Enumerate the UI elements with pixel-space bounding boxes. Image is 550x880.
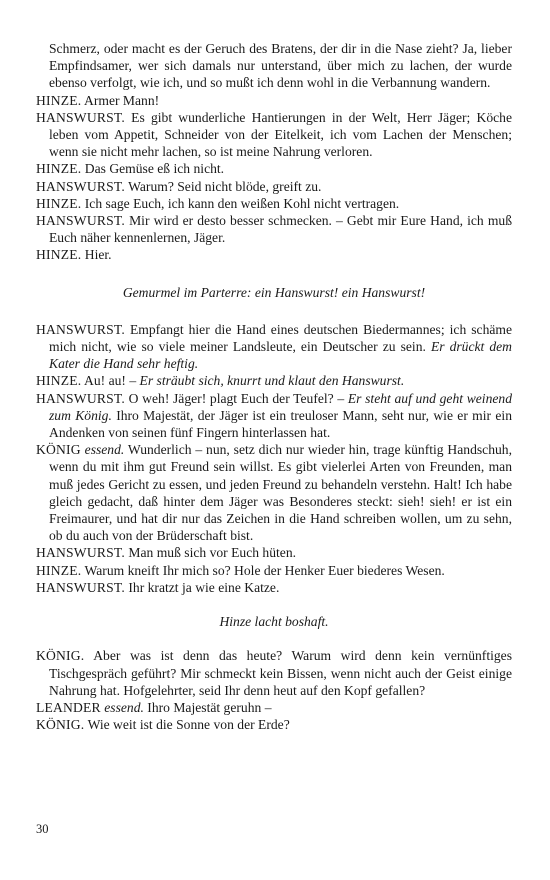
speech-text: Man muß sich vor Euch hüten. <box>128 545 297 561</box>
speaker-name: HANSWURST. <box>36 109 125 125</box>
speech-hanswurst-1 <box>36 109 512 161</box>
speaker-name: HINZE. <box>36 562 82 578</box>
stage-direction: Er drückt dem Kater die Hand sehr heftig. <box>49 339 512 372</box>
speech-text: Ihr kratzt ja wie eine Katze. <box>128 579 280 595</box>
speech-hinze-4 <box>36 246 512 263</box>
spacer <box>36 630 512 647</box>
speech-text: Hier. <box>84 247 112 263</box>
speaker-name: KÖNIG. <box>36 717 85 733</box>
speech-text: Das Gemüse eß ich nicht. <box>84 161 225 177</box>
speaker-name: HANSWURST. <box>36 390 125 406</box>
page-number: 30 <box>36 822 49 836</box>
speaker-name: HANSWURST. <box>36 579 125 595</box>
spacer <box>36 264 512 284</box>
page-text <box>36 40 512 733</box>
speech-hinze-2 <box>36 160 512 177</box>
speech-continuation <box>36 40 512 92</box>
speaker-name: KÖNIG. <box>36 648 85 664</box>
stage-direction-parterre: Gemurmel im Parterre: ein Hanswurst! ein Hanswurst! <box>122 284 426 300</box>
speaker-name: HANSWURST. <box>36 545 125 561</box>
speaker-name: HANSWURST. <box>36 321 125 337</box>
speech-text: Aber was ist denn das heute? Warum wird denn kein vernünftiges Tischgespräch geführt? Mir schmeckt kein Bissen, wenn nicht auch der Geist einige Nahrung hat. Hofgelehrter, seid Ihr denn heut auf den Kopf gefallen? <box>49 648 513 698</box>
speech-hanswurst-5 <box>36 390 512 442</box>
speaker-name: HANSWURST. <box>36 178 125 194</box>
speech-text: Mir wird er desto besser schmecken. – Gebt mir Eure Hand, ich muß Euch näher kennenlernen, Jäger. <box>49 213 512 246</box>
speech-text: Armer Mann! <box>84 92 160 108</box>
speech-text: Wie weit ist die Sonne von der Erde? <box>87 717 290 733</box>
speech-text: Ihro Majestät geruhn – <box>147 699 272 715</box>
speech-text: Ihro Majestät, der Jäger ist ein treuloser Mann, seht nur, wie er mir ein Andenken von seinen fünf Fingern hinterlassen hat. <box>49 407 512 441</box>
spacer <box>36 301 512 321</box>
speaker-name: HINZE. <box>36 161 82 177</box>
speaker-name: HINZE. <box>36 195 82 211</box>
speech-text: Schmerz, oder macht es der Geruch des Bratens, der dir in die Nase zieht? Ja, lieber Empfindsamer, wer sich damals nur unterstand, über mich zu lachen, der wurde ebenso verfolgt, wie ich, und so mußt ich denn wohl in die Verbannung wandern. <box>49 41 512 91</box>
speech-leander-1 <box>36 699 512 716</box>
speech-hinze-6 <box>36 562 512 579</box>
speech-koenig-2 <box>36 647 512 699</box>
speech-hanswurst-2 <box>36 178 512 195</box>
speech-text: Warum kneift Ihr mich so? Hole der Henker Euer biederes Wesen. <box>84 562 445 578</box>
speech-hinze-3 <box>36 195 512 212</box>
speech-text: Au! au! – <box>84 373 137 389</box>
speech-text: Ich sage Euch, ich kann den weißen Kohl nicht vertragen. <box>84 195 400 211</box>
speech-hanswurst-7 <box>36 579 512 596</box>
speech-koenig-3 <box>36 716 512 733</box>
stage-direction: Er sträubt sich, knurrt und klaut den Hanswurst. <box>139 373 405 389</box>
stage-direction-hinze-laughs: Hinze lacht boshaft. <box>219 614 329 630</box>
speaker-name: HINZE. <box>36 247 82 263</box>
speech-text: O weh! Jäger! plagt Euch der Teufel? – <box>128 390 345 406</box>
speech-text: Empfangt hier die Hand eines deutschen Biedermannes; ich schäme mich nicht, wie so viele meiner Landsleute, ein Deutscher zu sein. <box>49 321 513 355</box>
speech-hinze-1 <box>36 92 512 109</box>
speech-hanswurst-3 <box>36 212 512 246</box>
speaker-name: KÖNIG <box>36 442 81 458</box>
speech-text: Warum? Seid nicht blöde, greift zu. <box>128 178 322 194</box>
speaker-name: HANSWURST. <box>36 213 125 229</box>
speech-hinze-5 <box>36 372 512 389</box>
speaker-name: LEANDER <box>36 699 101 715</box>
spacer <box>36 596 512 613</box>
speaker-name: HINZE. <box>36 92 82 108</box>
speech-hanswurst-6 <box>36 544 512 561</box>
speaker-name: HINZE. <box>36 373 82 389</box>
speech-koenig-1 <box>36 441 512 544</box>
speech-hanswurst-4 <box>36 321 512 373</box>
speech-text: Es gibt wunderliche Hantierungen in der Welt, Herr Jäger; Köche leben vom Appetit, Schneider von der Eitelkeit, ich vom Lachen der Menschen; wenn sie nicht mehr lachen, so ist meine Nahrung verloren. <box>49 109 512 160</box>
stage-direction: essend. <box>84 442 125 458</box>
stage-direction: Er steht auf und geht weinend zum König. <box>49 390 512 423</box>
stage-direction: essend. <box>104 699 144 715</box>
speech-text: Wunderlich – nun, setz dich nur wieder hin, trage künftig Handschuh, wenn du mit ihm gut Freund sein willst. Es gibt vielerlei Arten von Freunden, man muß jedes Gericht zu essen, und jeden Freund zu behandeln verstehn. Halt! Ich habe gleich gedacht, daß hinter dem Jäger was Besonderes steckt: sieh! sieh! er ist ein Freimaurer, und hat dir nur das Zeichen in die Hand schreiben wollen, um zu sehn, ob du auch von der Brüderschaft bist. <box>49 442 512 544</box>
